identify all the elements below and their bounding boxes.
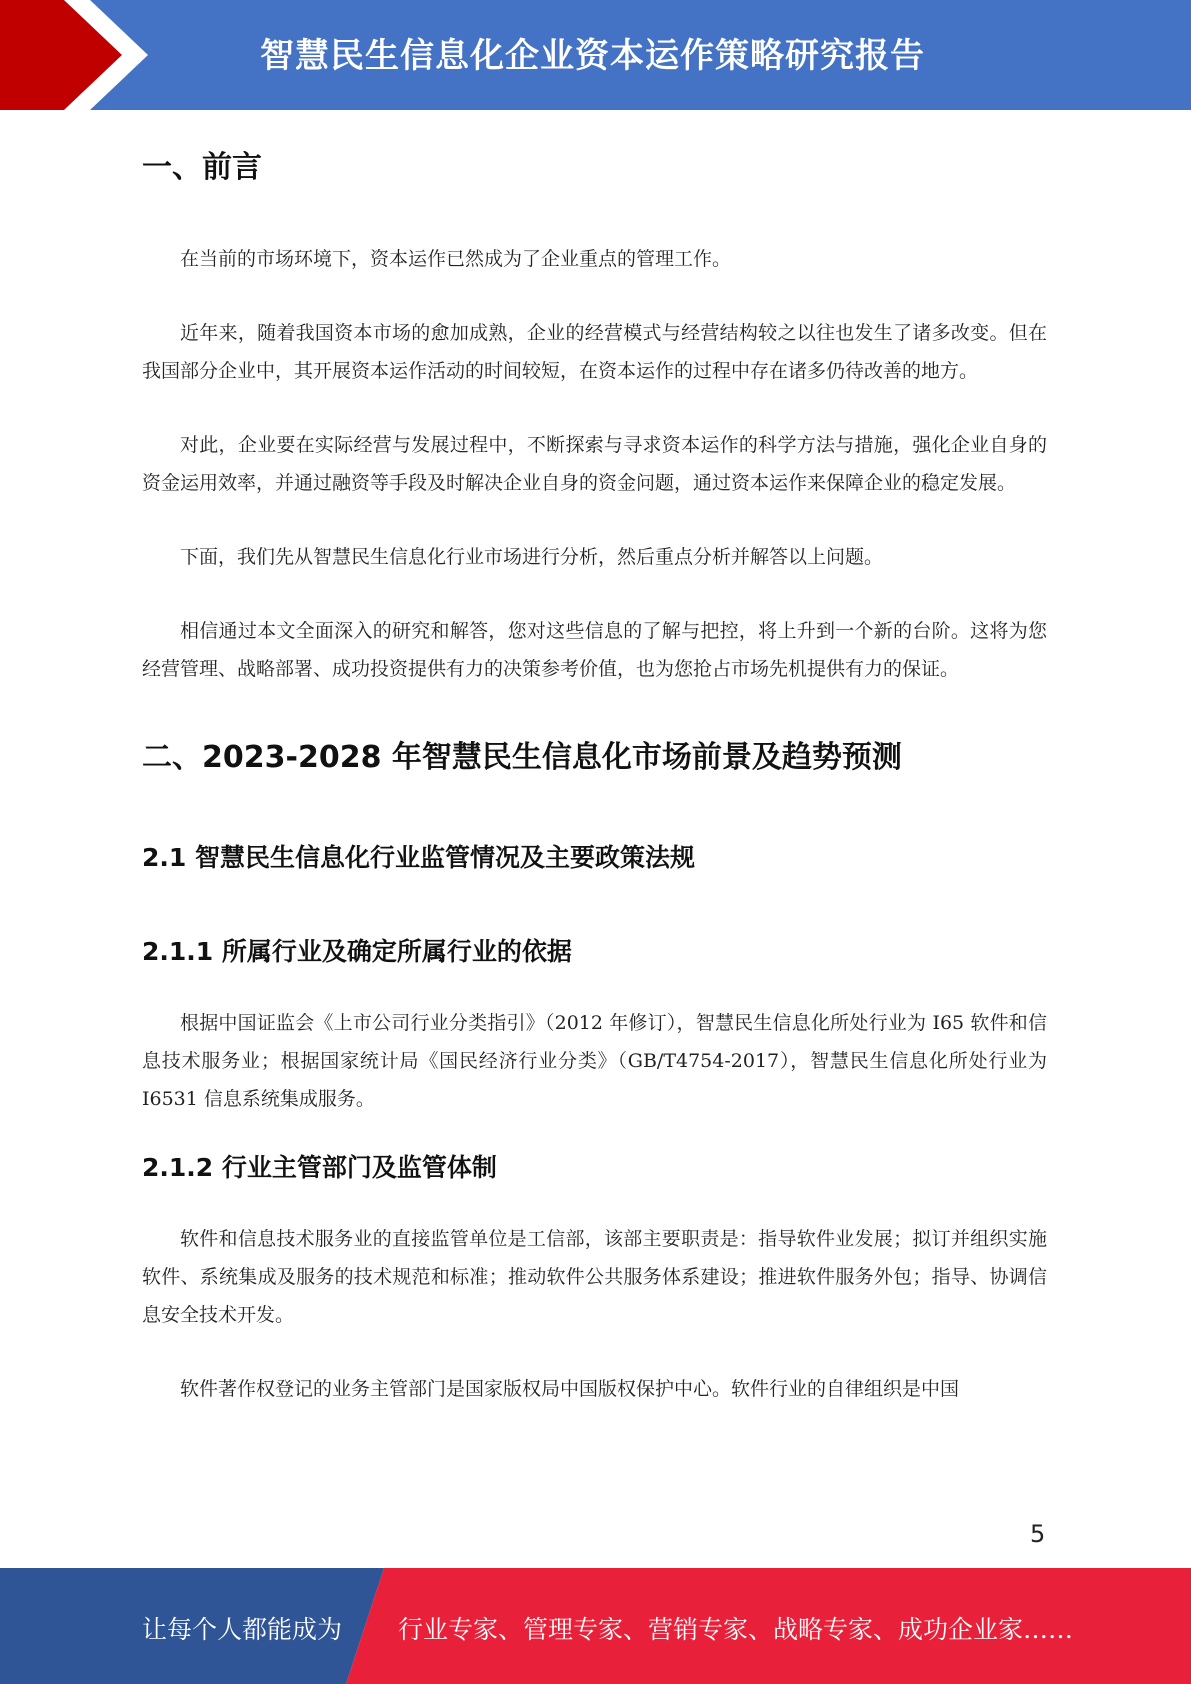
paragraph: 下面，我们先从智慧民生信息化行业市场进行分析，然后重点分析并解答以上问题。 — [180, 546, 884, 568]
paragraph: 软件和信息技术服务业的直接监管单位是工信部，该部主要职责是：指导软件业发展；拟订并组织实施软件、系统集成及服务的技术规范和标准；推动软件公共服务体系建设；推进软件服务外包；指导、协调信息安全技术开发。 — [142, 1228, 1047, 1326]
footer-banner — [0, 1568, 1191, 1684]
paragraph: 软件著作权登记的业务主管部门是国家版权局中国版权保护中心。软件行业的自律组织是中国 — [180, 1378, 960, 1400]
report-title: 智慧民生信息化企业资本运作策略研究报告 — [260, 36, 925, 76]
paragraph: 根据中国证监会《上市公司行业分类指引》（2012 年修订），智慧民生信息化所处行业为 I65 软件和信息技术服务业；根据国家统计局《国民经济行业分类》（GB/T4754-2017），智慧民生信息化所处行业为 I6531 信息系统集成服务。 — [142, 1012, 1047, 1110]
footer-slogan-right: 行业专家、管理专家、营销专家、战略专家、成功企业家…… — [398, 1615, 1074, 1644]
paragraph: 在当前的市场环境下，资本运作已然成为了企业重点的管理工作。 — [180, 248, 732, 270]
page-content — [142, 130, 1047, 1408]
section-2-1-1-heading: 2.1.1 所属行业及确定所属行业的依据 — [142, 937, 572, 966]
section-2-heading: 二、2023-2028 年智慧民生信息化市场前景及趋势预测 — [142, 740, 902, 775]
paragraph: 对此，企业要在实际经营与发展过程中，不断探索与寻求资本运作的科学方法与措施，强化企业自身的资金运用效率，并通过融资等手段及时解决企业自身的资金问题，通过资本运作来保障企业的稳定发展。 — [142, 434, 1047, 494]
paragraph: 相信通过本文全面深入的研究和解答，您对这些信息的了解与把控，将上升到一个新的台阶。这将为您经营管理、战略部署、成功投资提供有力的决策参考价值，也为您抢占市场先机提供有力的保证。 — [142, 620, 1047, 680]
footer-slogan-left: 让每个人都能成为 — [142, 1615, 343, 1644]
section-2-1-2-heading: 2.1.2 行业主管部门及监管体制 — [142, 1153, 497, 1182]
section-2-1-heading: 2.1 智慧民生信息化行业监管情况及主要政策法规 — [142, 843, 695, 872]
page-number: 5 — [1030, 1520, 1046, 1548]
section-1-heading: 一、前言 — [142, 150, 262, 185]
paragraph: 近年来，随着我国资本市场的愈加成熟，企业的经营模式与经营结构较之以往也发生了诸多改变。但在我国部分企业中，其开展资本运作活动的时间较短，在资本运作的过程中存在诸多仍待改善的地方。 — [142, 322, 1047, 382]
header-banner — [0, 0, 1191, 110]
